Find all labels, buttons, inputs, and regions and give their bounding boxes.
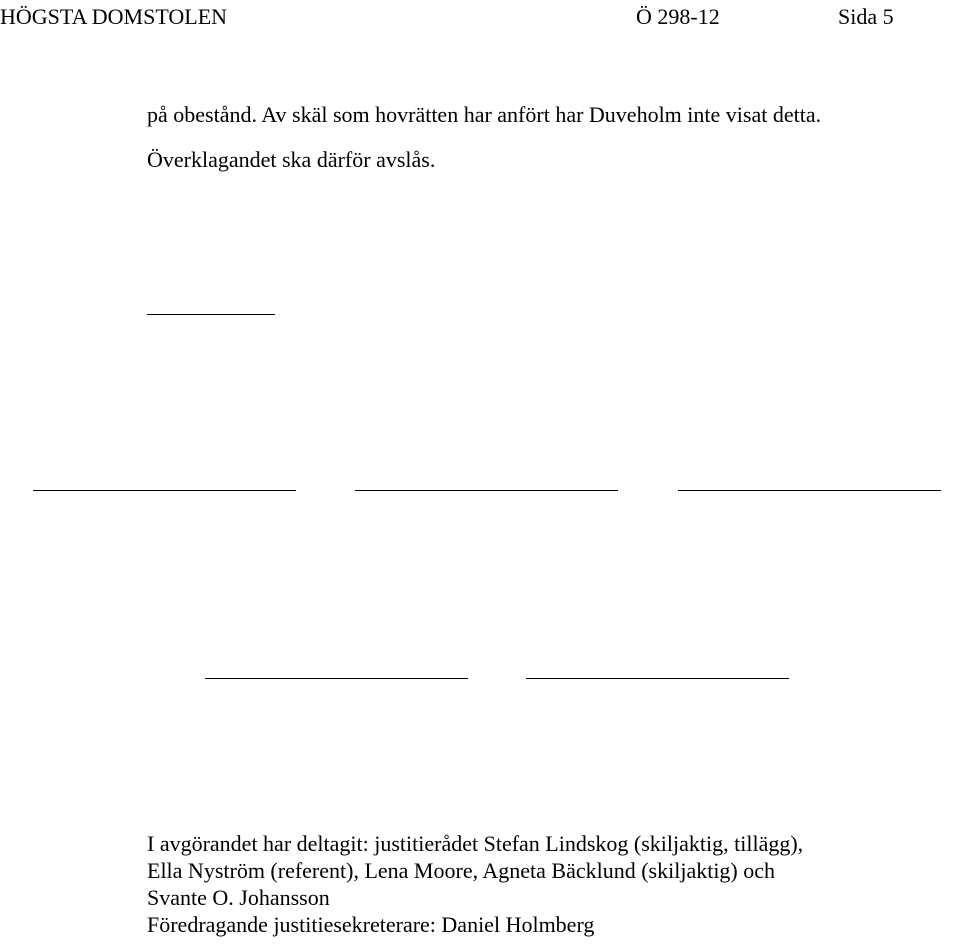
signature-line-4 bbox=[205, 678, 468, 679]
participants-line-2: Ella Nyström (referent), Lena Moore, Agneta Bäcklund (skiljaktig) och bbox=[147, 858, 776, 883]
court-name: HÖGSTA DOMSTOLEN bbox=[0, 4, 228, 29]
signature-line-1 bbox=[33, 490, 296, 491]
body-line-1: på obestånd. Av skäl som hovrätten har anfört har Duveholm inte visat detta. bbox=[147, 102, 822, 127]
clerk-line: Föredragande justitiesekreterare: Daniel Holmberg bbox=[147, 912, 595, 937]
signature-line-2 bbox=[355, 490, 618, 491]
signature-line-5 bbox=[526, 678, 789, 679]
page-number: Sida 5 bbox=[838, 4, 894, 29]
section-divider bbox=[147, 314, 275, 315]
participants-block bbox=[147, 830, 803, 938]
participants-line-1: I avgörandet har deltagit: justitierådet Stefan Lindskog (skiljaktig, tillägg), bbox=[147, 831, 804, 856]
signature-line-3 bbox=[678, 490, 941, 491]
case-number: Ö 298-12 bbox=[636, 4, 720, 29]
participants-line-3: Svante O. Johansson bbox=[147, 885, 330, 910]
body-line-2: Överklagandet ska därför avslås. bbox=[147, 147, 436, 172]
